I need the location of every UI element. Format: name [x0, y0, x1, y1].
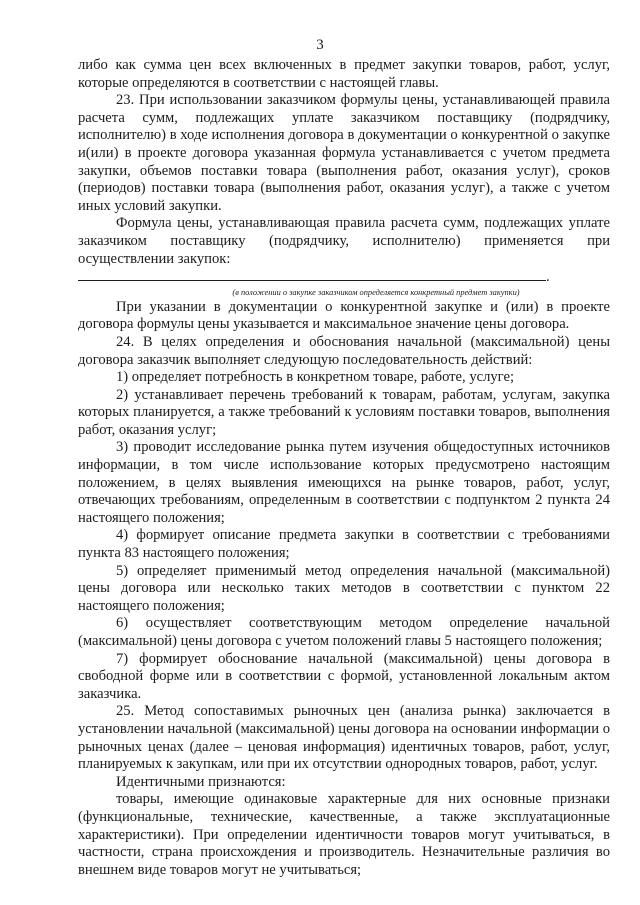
paragraph: 4) формирует описание предмета закупки в соответствии с требованиями пункта 83 настоящего положения; — [78, 527, 610, 562]
procurement-blank-line: . — [78, 268, 610, 287]
page-number: 3 — [316, 37, 324, 53]
paragraph: Формула цены, устанавливающая правила расчета сумм, подлежащих уплате заказчиком поставщику (подрядчику, исполнителю) применяется при осуществлении закупок: — [78, 215, 610, 267]
paragraph: 3) проводит исследование рынка путем изучения общедоступных источников информации, в том числе использование которых предусмотрено настоящим положением, в целях выявления имеющихся на рынке товаров, работ, услуг, отвечающих требованиям, определенным в соответствии с подпунктом 2 пункта 24 настоящего положения; — [78, 439, 610, 526]
paragraph: 6) осуществляет соответствующим методом определение начальной (максимальной) цены договора с учетом положений главы 5 настоящего положения; — [78, 615, 610, 649]
paragraph: 7) формирует обоснование начальной (максимальной) цены договора в свободной форме или в соответствии с формой, установленной локальным актом заказчика. — [78, 650, 610, 702]
paragraph: Идентичными признаются: — [116, 773, 286, 790]
paragraph: 23. При использовании заказчиком формулы цены, устанавливающей правила расчета сумм, подлежащих уплате заказчиком поставщику (подрядчику, исполнителю) в ходе исполнения договора в документации о конкурентной о закупке и(или) в проекте договора указанная формула устанавливается с учетом предмета закупки, объемов поставки товара (выполнения работ, оказания услуг), сроков (периодов) поставки товара (выполнения работ, оказания услуг), а также с учетом иных условий закупки. — [78, 92, 610, 214]
paragraph: либо как сумма цен всех включенных в предмет закупки товаров, работ, услуг, которые определяются в соответствии с настоящей главы. — [78, 57, 610, 91]
blank-caption: (в положении о закупке заказчиком определяется конкретный предмет закупки) — [232, 287, 520, 297]
paragraph-group-1 — [78, 57, 610, 268]
paragraph-group-2 — [78, 299, 610, 880]
paragraph: 25. Метод сопоставимых рыночных цен (анализа рынка) заключается в установлении начальной (максимальной) цены договора на основании информации о рыночных ценах (далее – ценовая информация) идентичных товаров, работ, услуг, планируемых к закупкам, или при их отсутствии однородных товаров, работ, услуг. — [78, 703, 610, 773]
paragraph: 1) определяет потребность в конкретном товаре, работе, услуге; — [116, 369, 515, 386]
fill-in-line — [78, 268, 546, 281]
document-body — [78, 57, 610, 879]
paragraph: При указании в документации о конкурентной закупке и (или) в проекте договора формулы цены указывается и максимальное значение цены договора. — [78, 298, 610, 333]
paragraph: 24. В целях определения и обоснования начальной (максимальной) цены договора заказчик выполняет следующую последовательность действий: — [78, 333, 610, 368]
paragraph: 5) определяет применимый метод определения начальной (максимальной) цены договора или несколько таких методов в соответствии с пунктом 22 настоящего положения; — [78, 562, 610, 614]
paragraph: 2) устанавливает перечень требований к товарам, работам, услугам, закупка которых планируется, а также требований к условиям поставки товаров, выполнения работ, оказания услуг; — [78, 386, 610, 438]
paragraph: товары, имеющие одинаковые характерные для них основные признаки (функциональные, технические, качественные, а также эксплуатационные характеристики). При определении идентичности товаров могут учитываться, в частности, страна происхождения и производитель. Незначительные различия во внешнем виде товаров могут не учитываться; — [78, 791, 610, 878]
